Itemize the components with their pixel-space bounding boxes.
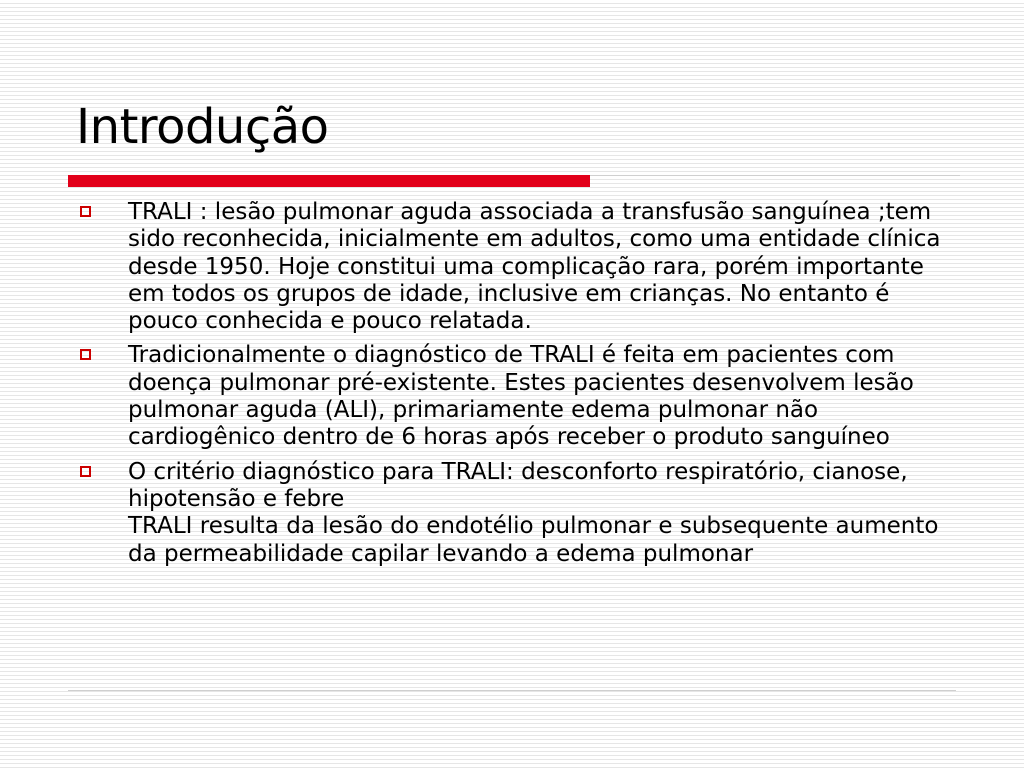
bullet-text: O critério diagnóstico para TRALI: desconforto respiratório, cianose, hipotensão e febre TRALI resulta da lesão do endotélio pulmonar e subsequente aumento da permeabilidade capilar levando a edema pulmonar [128,458,939,567]
slide-title: Introdução [76,99,329,155]
title-underline-red-bar [68,175,590,187]
bullet-list [76,199,956,575]
bullet-text: TRALI : lesão pulmonar aguda associada a transfusão sanguínea ;tem sido reconhecida, inicialmente em adultos, como uma entidade clínica desde 1950. Hoje constitui uma complicação rara, porém importante em todos os grupos de idade, inclusive em crianças. No entanto é pouco conhecida e pouco relatada. [128,199,941,335]
footer-divider [68,690,956,691]
bullet-item-1 [76,199,956,335]
bullet-item-3 [76,459,956,568]
title-underline [68,175,960,187]
bullet-item-2 [76,342,956,451]
bullet-text: Tradicionalmente o diagnóstico de TRALI é feita em pacientes com doença pulmonar pré-existente. Estes pacientes desenvolvem lesão pulmonar aguda (ALI), primariamente edema pulmonar não cardiogênico dentro de 6 horas após receber o produto sanguíneo [128,342,914,451]
hollow-square-bullet-icon [80,349,91,360]
hollow-square-bullet-icon [80,466,91,477]
title-underline-thin-line [590,175,960,176]
hollow-square-bullet-icon [80,206,91,217]
